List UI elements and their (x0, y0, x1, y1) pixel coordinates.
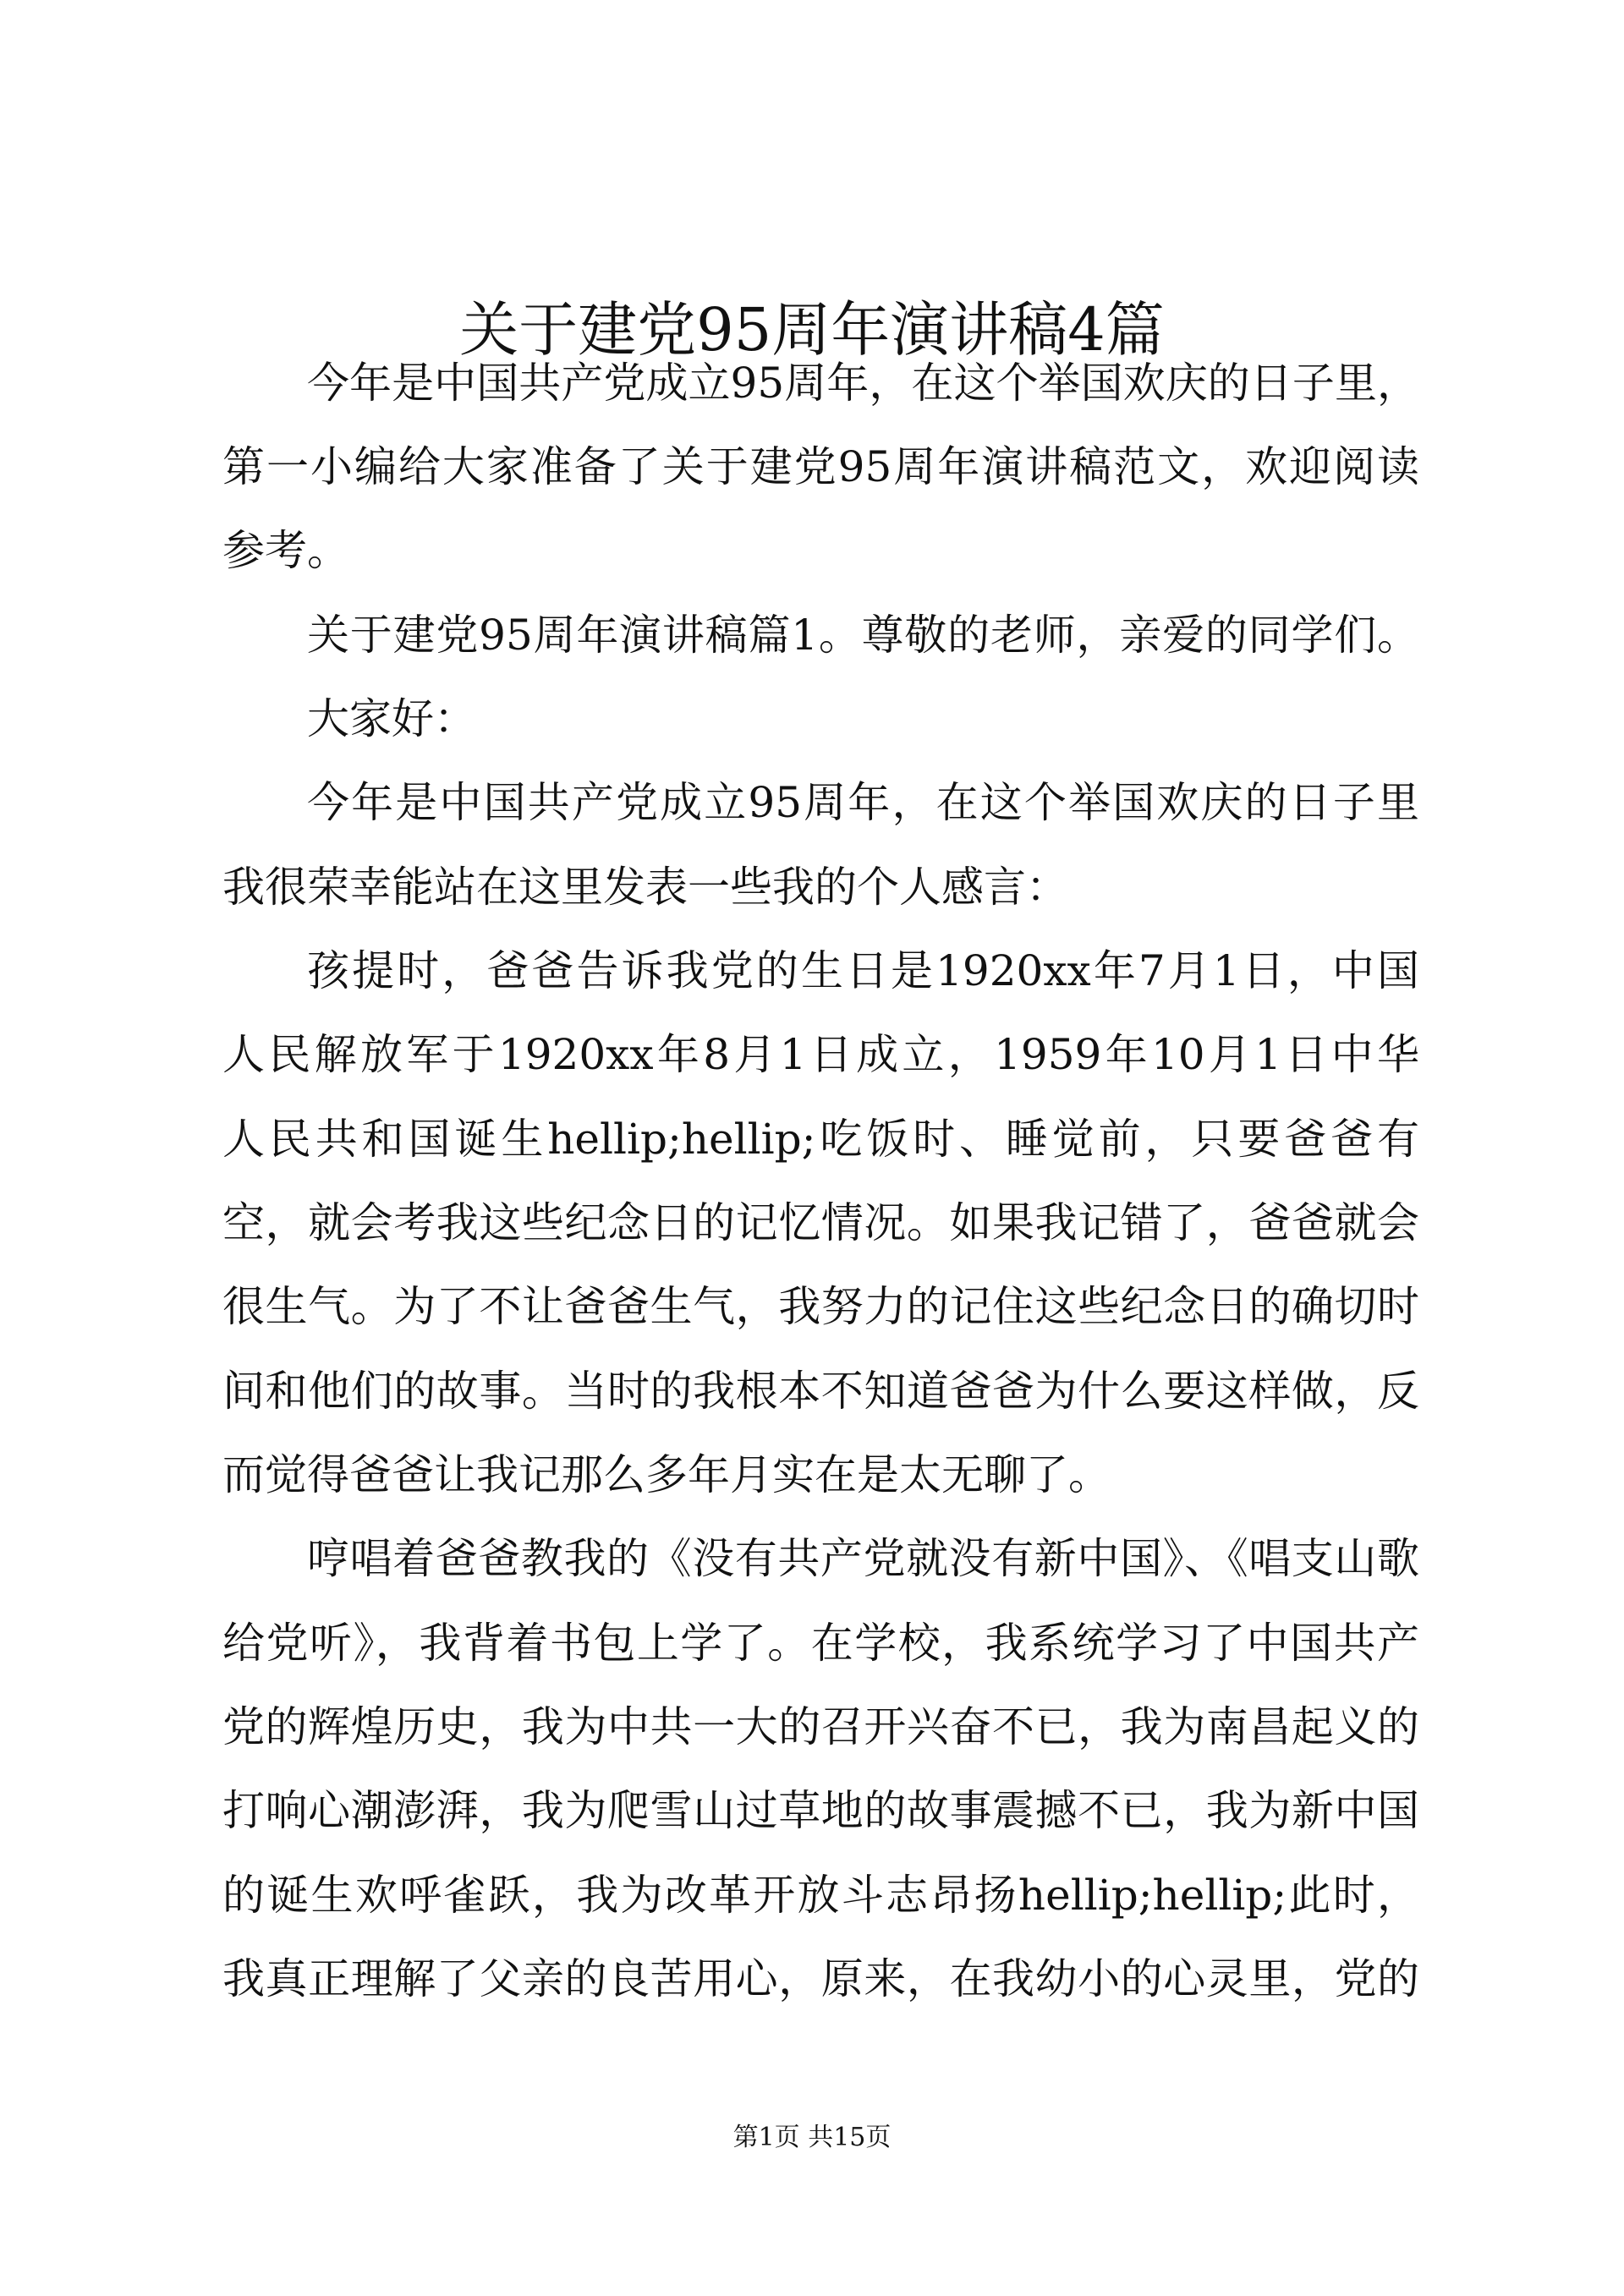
text-line: 哼唱着爸爸教我的《没有共产党就没有新中国》、《唱支山歌 (307, 1534, 1419, 1583)
text-line: 我很荣幸能站在这里发表一些我的个人感言： (222, 863, 1068, 912)
page-number-footer: 第1页 共15页 (732, 2123, 892, 2152)
text-line: 人民解放军于1920xx年8月1日成立，1959年10月1日中华 (222, 1030, 1419, 1079)
text-line: 孩提时，爸爸告诉我党的生日是1920xx年7月1日，中国 (307, 946, 1419, 995)
text-line: 空，就会考我这些纪念日的记忆情况。如果我记错了，爸爸就会 (222, 1198, 1419, 1247)
text-line: 今年是中国共产党成立95周年，在这个举国欢庆的日子里， (307, 359, 1419, 408)
text-line: 打响心潮澎湃，我为爬雪山过草地的故事震撼不已，我为新中国 (222, 1786, 1419, 1835)
text-line: 大家好： (307, 694, 476, 743)
text-line: 很生气。为了不让爸爸生气，我努力的记住这些纪念日的确切时 (222, 1282, 1419, 1331)
text-line: 我真正理解了父亲的良苦用心，原来，在我幼小的心灵里，党的 (222, 1954, 1419, 2003)
text-line: 参考。 (222, 526, 349, 575)
text-line: 第一小编给大家准备了关于建党95周年演讲稿范文，欢迎阅读 (222, 442, 1419, 491)
text-line: 今年是中国共产党成立95周年，在这个举国欢庆的日子里 (307, 778, 1419, 827)
document-title: 关于建党95周年演讲稿4篇 (459, 295, 1165, 364)
text-line: 而觉得爸爸让我记那么多年月实在是太无聊了。 (222, 1450, 1111, 1499)
text-line: 给党听》，我背着书包上学了。在学校，我系统学习了中国共产 (222, 1619, 1419, 1668)
text-line: 党的辉煌历史，我为中共一大的召开兴奋不已，我为南昌起义的 (222, 1702, 1419, 1751)
text-line: 关于建党95周年演讲稿篇1。尊敬的老师，亲爱的同学们。 (307, 611, 1419, 660)
text-line: 间和他们的故事。当时的我根本不知道爸爸为什么要这样做，反 (222, 1367, 1419, 1416)
text-line: 的诞生欢呼雀跃，我为改革开放斗志昂扬hellip;hellip;此时， (222, 1871, 1419, 1920)
text-line: 人民共和国诞生hellip;hellip;吃饭时、睡觉前，只要爸爸有 (222, 1115, 1419, 1164)
